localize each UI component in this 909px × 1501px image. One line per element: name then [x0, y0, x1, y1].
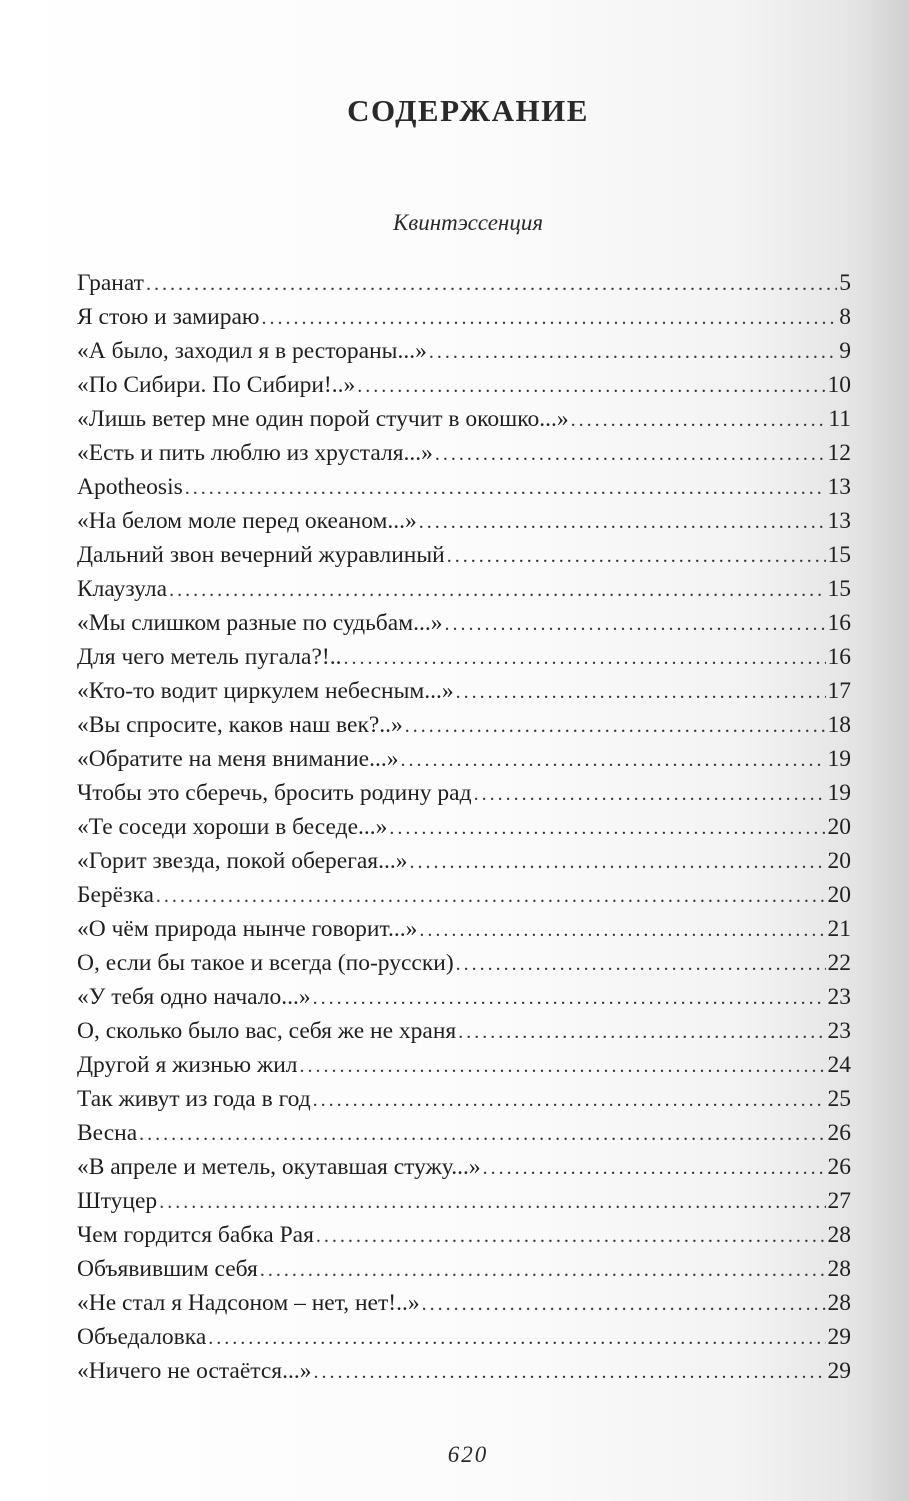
toc-entry-title: «Обратите на меня внимание...»: [77, 746, 399, 772]
toc-entry: [77, 266, 851, 300]
toc-entry-title: «Есть и пить люблю из хрусталя...»: [77, 440, 433, 466]
dot-leader: [405, 709, 826, 742]
toc-entry-page: 28: [827, 1290, 851, 1316]
page-number: 620: [447, 1442, 489, 1467]
toc-entry-page: 27: [827, 1188, 851, 1214]
dot-leader: [357, 369, 825, 402]
toc-entry-title: «Лишь ветер мне один порой стучит в окошко...»: [77, 406, 569, 432]
toc-entry: [77, 300, 851, 334]
toc-entry-title: «А было, заходил я в рестораны...»: [77, 338, 427, 364]
toc-entry-title: Так живут из года в год: [77, 1086, 311, 1112]
toc-entry-page: 9: [839, 338, 851, 364]
dot-leader: [300, 1049, 826, 1082]
toc-entry: [77, 538, 851, 572]
toc-entry-title: Клаузула: [77, 576, 168, 602]
toc-entry: [77, 1320, 851, 1354]
toc-entry-page: 16: [827, 644, 851, 670]
dot-leader: [156, 879, 826, 912]
dot-leader: [429, 335, 837, 368]
dot-leader: [389, 811, 825, 844]
toc-entry-title: «У тебя одно начало...»: [77, 984, 311, 1010]
toc-entry-page: 23: [827, 984, 851, 1010]
dot-leader: [458, 1015, 825, 1048]
dot-leader: [419, 913, 825, 946]
toc-entry-page: 17: [827, 678, 851, 704]
dot-leader: [343, 641, 825, 674]
toc-entry: [77, 572, 851, 606]
toc-entry-title: Apotheosis: [77, 474, 183, 500]
toc-entry-page: 25: [827, 1086, 851, 1112]
toc-entry: [77, 470, 851, 504]
toc-entry-title: Для чего метель пугала?!..: [77, 644, 342, 670]
toc-entry-page: 21: [827, 916, 851, 942]
toc-entry-title: «Не стал я Надсоном – нет, нет!..»: [77, 1290, 420, 1316]
toc-entry: [77, 368, 851, 402]
toc-entry: [77, 606, 851, 640]
dot-leader: [435, 437, 826, 470]
dot-leader: [139, 1117, 825, 1150]
toc-entry: [77, 1184, 851, 1218]
toc-entry-page: 5: [839, 270, 851, 296]
dot-leader: [185, 471, 826, 504]
dot-leader: [208, 1321, 825, 1354]
toc-entry-page: 13: [827, 508, 851, 534]
toc-entry: [77, 742, 851, 776]
dot-leader: [146, 267, 837, 300]
toc-entry-page: 26: [827, 1120, 851, 1146]
toc-entry-title: «Горит звезда, покой оберегая...»: [77, 848, 408, 874]
dot-leader: [474, 777, 826, 810]
toc-entry-page: 8: [839, 304, 851, 330]
toc-entry: [77, 1354, 851, 1388]
toc-entry-title: Объедаловка: [77, 1324, 207, 1350]
toc-entry: [77, 844, 851, 878]
toc-entry-title: Дальний звон вечерний журавлиный: [77, 542, 445, 568]
toc-entry: [77, 402, 851, 436]
toc-entry-title: «Вы спросите, каков наш век?..»: [77, 712, 403, 738]
toc-entry-page: 20: [827, 848, 851, 874]
dot-leader: [419, 505, 826, 538]
dot-leader: [400, 743, 825, 776]
toc-entry-page: 11: [828, 406, 851, 432]
dot-leader: [456, 675, 826, 708]
toc-entry: [77, 1150, 851, 1184]
toc-entry-title: «На белом моле перед океаном...»: [77, 508, 417, 534]
toc-entry: [77, 946, 851, 980]
toc-entry-page: 15: [827, 542, 851, 568]
toc-entry: [77, 436, 851, 470]
toc-entry-page: 13: [827, 474, 851, 500]
toc-entry: [77, 334, 851, 368]
toc-entry-title: Другой я жизнью жил: [77, 1052, 298, 1078]
toc-entry: [77, 1082, 851, 1116]
toc-entry: [77, 1218, 851, 1252]
toc-entry-title: О, если бы такое и всегда (по-русски): [77, 950, 454, 976]
toc-entry-page: 26: [827, 1154, 851, 1180]
toc-entry: [77, 1252, 851, 1286]
toc-entry-title: Объявившим себя: [77, 1256, 258, 1282]
toc-entry-page: 18: [827, 712, 851, 738]
toc-entry: [77, 674, 851, 708]
toc-entry: [77, 878, 851, 912]
toc-entry: [77, 1048, 851, 1082]
toc-entry: [77, 504, 851, 538]
toc-entry-title: Чтобы это сберечь, бросить родину рад: [77, 780, 472, 806]
toc-entry-page: 12: [827, 440, 851, 466]
toc-entry-page: 28: [827, 1222, 851, 1248]
toc-entry-page: 19: [827, 780, 851, 806]
dot-leader: [409, 845, 825, 878]
toc-entry-title: Гранат: [77, 270, 144, 296]
dot-leader: [159, 1185, 825, 1218]
dot-leader: [456, 947, 826, 980]
toc-entry: [77, 1014, 851, 1048]
toc-entry-title: Весна: [77, 1120, 138, 1146]
toc-entry-page: 16: [827, 610, 851, 636]
dot-leader: [313, 981, 826, 1014]
toc-entry-page: 19: [827, 746, 851, 772]
toc-entry-page: 29: [827, 1324, 851, 1350]
toc-entry-title: Штуцер: [77, 1188, 158, 1214]
dot-leader: [313, 1355, 825, 1388]
toc-entry: [77, 640, 851, 674]
toc-entry-page: 23: [827, 1018, 851, 1044]
toc-entry: [77, 708, 851, 742]
dot-leader: [260, 1253, 826, 1286]
toc-entry: [77, 1116, 851, 1150]
dot-leader: [483, 1151, 826, 1184]
toc-entry-title: «В апреле и метель, окутавшая стужу...»: [77, 1154, 481, 1180]
page-title: СОДЕРЖАНИЕ: [347, 93, 589, 128]
toc-entry-title: «Кто-то водит циркулем небесным...»: [77, 678, 454, 704]
toc-entry: [77, 776, 851, 810]
toc-entry: [77, 912, 851, 946]
toc-entry-title: «Ничего не остаётся...»: [77, 1358, 312, 1384]
toc-entry-page: 29: [827, 1358, 851, 1384]
dot-leader: [169, 573, 825, 606]
dot-leader: [444, 607, 825, 640]
toc-entry-page: 20: [827, 814, 851, 840]
dot-leader: [422, 1287, 826, 1320]
dot-leader: [313, 1083, 826, 1116]
toc-entry-title: «Те соседи хороши в беседе...»: [77, 814, 388, 840]
toc-entry-title: Берёзка: [77, 882, 154, 908]
dot-leader: [571, 403, 827, 436]
toc-entry-title: «Мы слишком разные по судьбам...»: [77, 610, 443, 636]
toc-entry-title: Чем гордится бабка Рая: [77, 1222, 314, 1248]
toc-entry-page: 24: [827, 1052, 851, 1078]
table-of-contents: [77, 266, 851, 1388]
toc-entry: [77, 1286, 851, 1320]
toc-entry-title: Я стою и замираю: [77, 304, 260, 330]
toc-entry-page: 20: [827, 882, 851, 908]
toc-entry: [77, 810, 851, 844]
dot-leader: [447, 539, 826, 572]
toc-entry-title: О, сколько было вас, себя же не храня: [77, 1018, 457, 1044]
dot-leader: [261, 301, 837, 334]
toc-entry-title: «О чём природа нынче говорит...»: [77, 916, 418, 942]
dot-leader: [316, 1219, 826, 1252]
toc-entry-page: 10: [827, 372, 851, 398]
toc-entry: [77, 980, 851, 1014]
toc-entry-page: 15: [827, 576, 851, 602]
toc-entry-page: 22: [827, 950, 851, 976]
toc-entry-title: «По Сибири. По Сибири!..»: [77, 372, 356, 398]
toc-entry-page: 28: [827, 1256, 851, 1282]
section-title: Квинтэссенция: [392, 210, 544, 235]
